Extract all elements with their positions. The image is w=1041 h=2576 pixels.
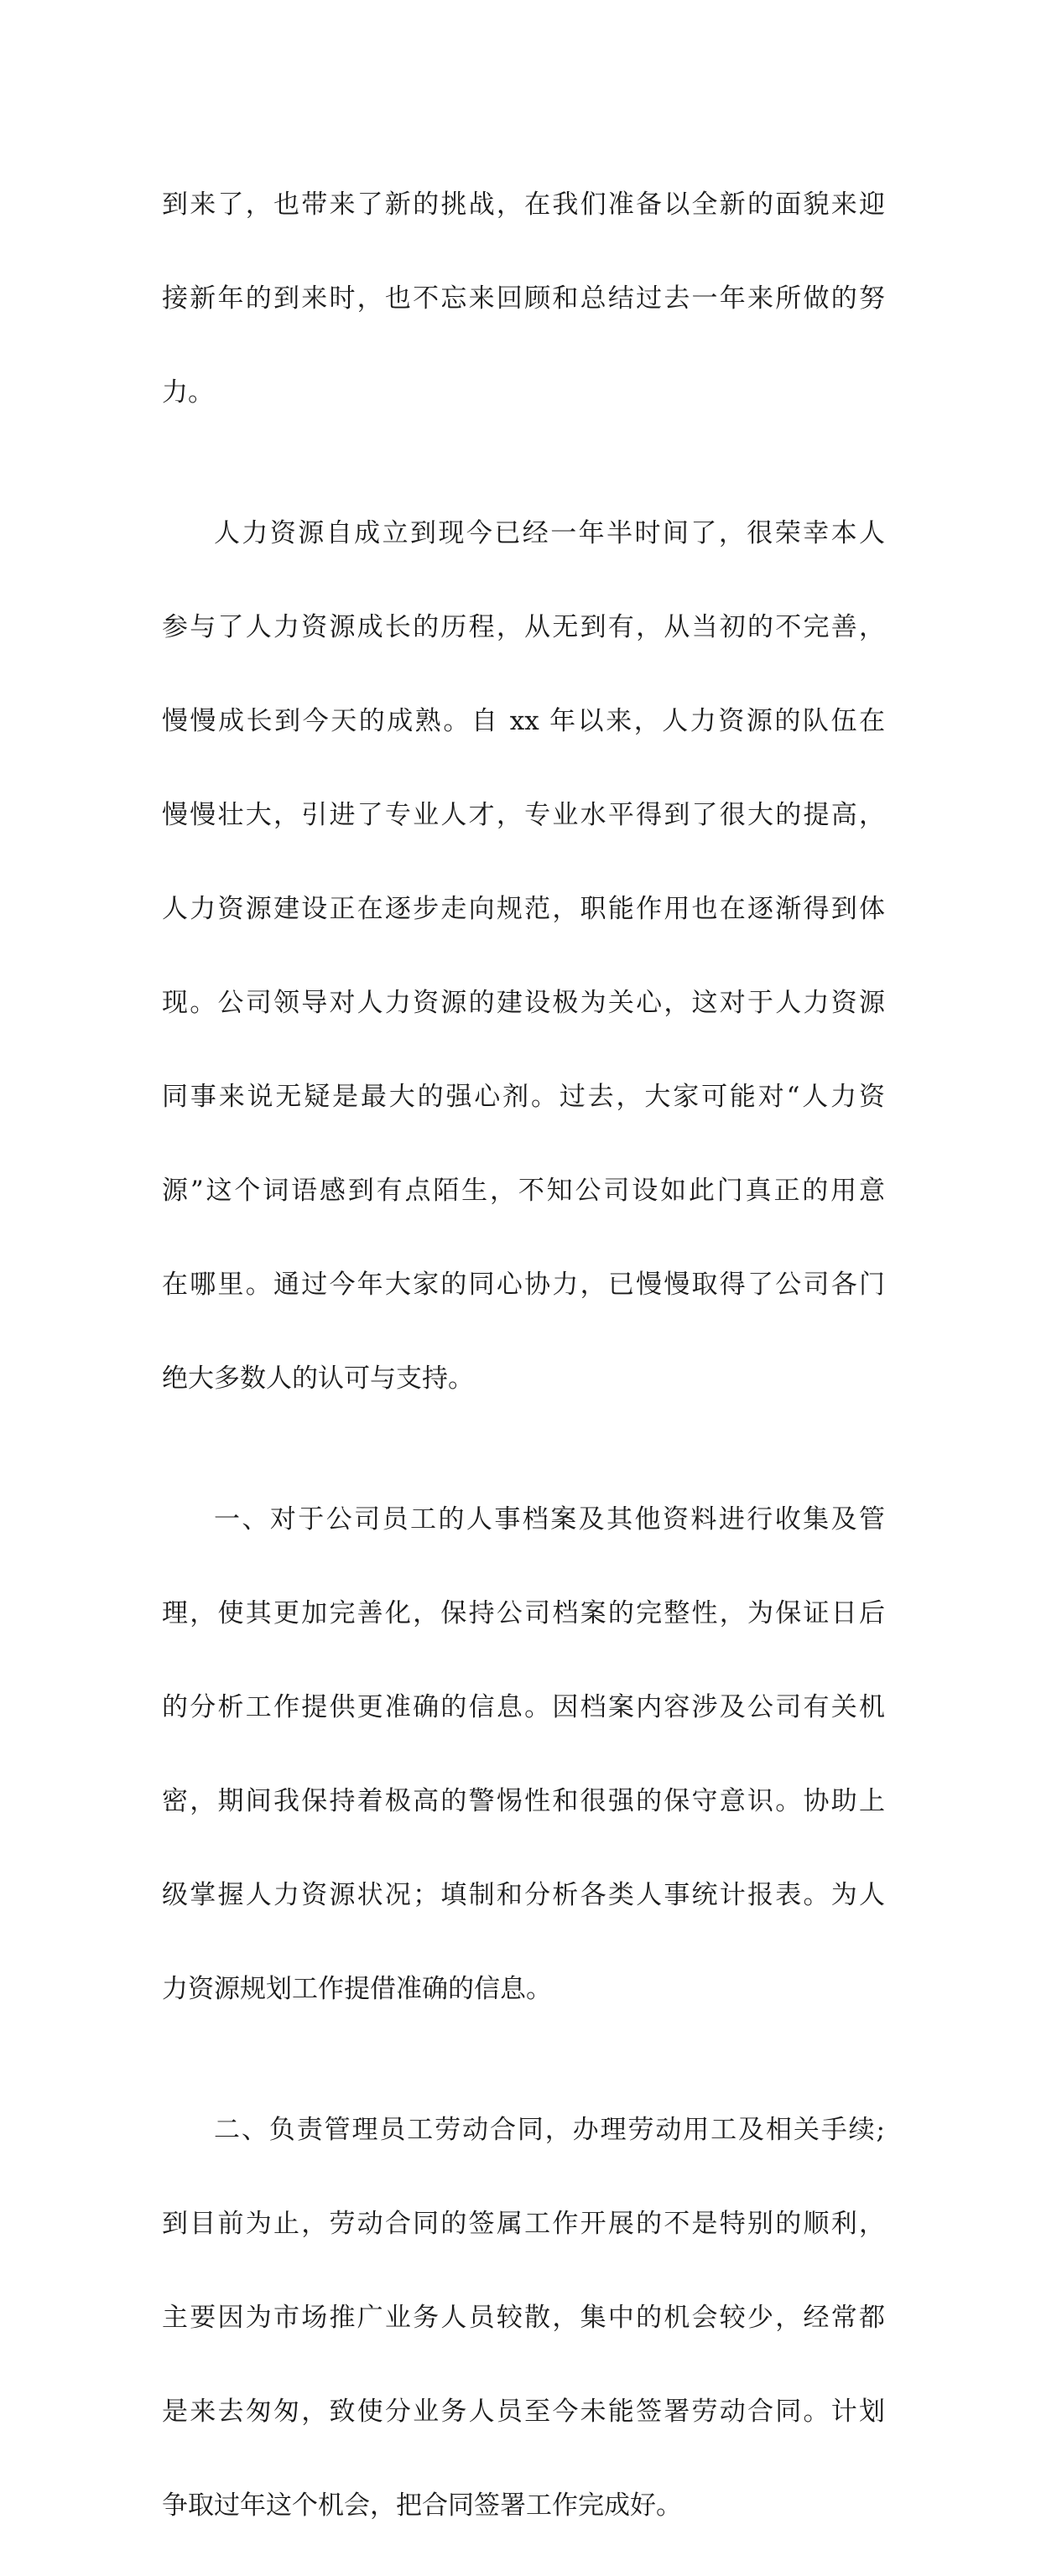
text-line: 源”这个词语感到有点陌生，不知公司设如此门真正的用意 <box>162 1176 885 1206</box>
text-line: 慢慢壮大，引进了专业人才，专业水平得到了很大的提高， <box>162 800 885 830</box>
paragraph-hr-overview <box>162 463 885 1449</box>
text-line: 力资源规划工作提借准确的信息。 <box>162 1974 552 2004</box>
text-line: 密，期间我保持着极高的警惕性和很强的保守意识。协助上 <box>162 1786 885 1816</box>
text-line: 主要因为市场推广业务人员较散，集中的机会较少，经常都 <box>162 2303 885 2333</box>
text-line: 争取过年这个机会，把合同签署工作完成好。 <box>162 2490 682 2521</box>
text-line: 一、对于公司员工的人事档案及其他资料进行收集及管 <box>214 1504 885 1535</box>
text-line: 到来了，也带来了新的挑战，在我们准备以全新的面貌来迎 <box>162 190 885 220</box>
paragraph-item-one <box>162 1449 885 2059</box>
text-line: 接新年的到来时，也不忘来回顾和总结过去一年来所做的努 <box>162 283 885 314</box>
text-line: 在哪里。通过今年大家的同心协力，已慢慢取得了公司各门 <box>162 1270 885 1300</box>
text-line: 二、负责管理员工劳动合同，办理劳动用工及相关手续; <box>214 2115 885 2145</box>
paragraph-item-two <box>162 2059 885 2576</box>
text-line: 现。公司领导对人力资源的建设极为关心，这对于人力资源 <box>162 988 885 1018</box>
paragraph-intro <box>162 134 885 463</box>
text-line: 同事来说无疑是最大的强心剂。过去，大家可能对“人力资 <box>162 1082 885 1112</box>
text-line: 人力资源自成立到现今已经一年半时间了，很荣幸本人 <box>214 518 885 548</box>
text-line: 绝大多数人的认可与支持。 <box>162 1363 474 1394</box>
text-line: 慢慢成长到今天的成熟。自 xx 年以来，人力资源的队伍在 <box>162 706 885 736</box>
text-line: 力。 <box>162 377 214 408</box>
text-line: 人力资源建设正在逐步走向规范，职能作用也在逐渐得到体 <box>162 894 885 924</box>
text-line: 是来去匆匆，致使分业务人员至今未能签署劳动合同。计划 <box>162 2397 885 2427</box>
text-line: 级掌握人力资源状况；填制和分析各类人事统计报表。为人 <box>162 1880 885 1910</box>
text-line: 到目前为止，劳动合同的签属工作开展的不是特别的顺利， <box>162 2209 885 2239</box>
text-line: 参与了人力资源成长的历程，从无到有，从当初的不完善， <box>162 612 885 642</box>
document-body <box>162 134 885 2576</box>
text-line: 的分析工作提供更准确的信息。因档案内容涉及公司有关机 <box>162 1692 885 1722</box>
text-line: 理，使其更加完善化，保持公司档案的完整性，为保证日后 <box>162 1598 885 1628</box>
